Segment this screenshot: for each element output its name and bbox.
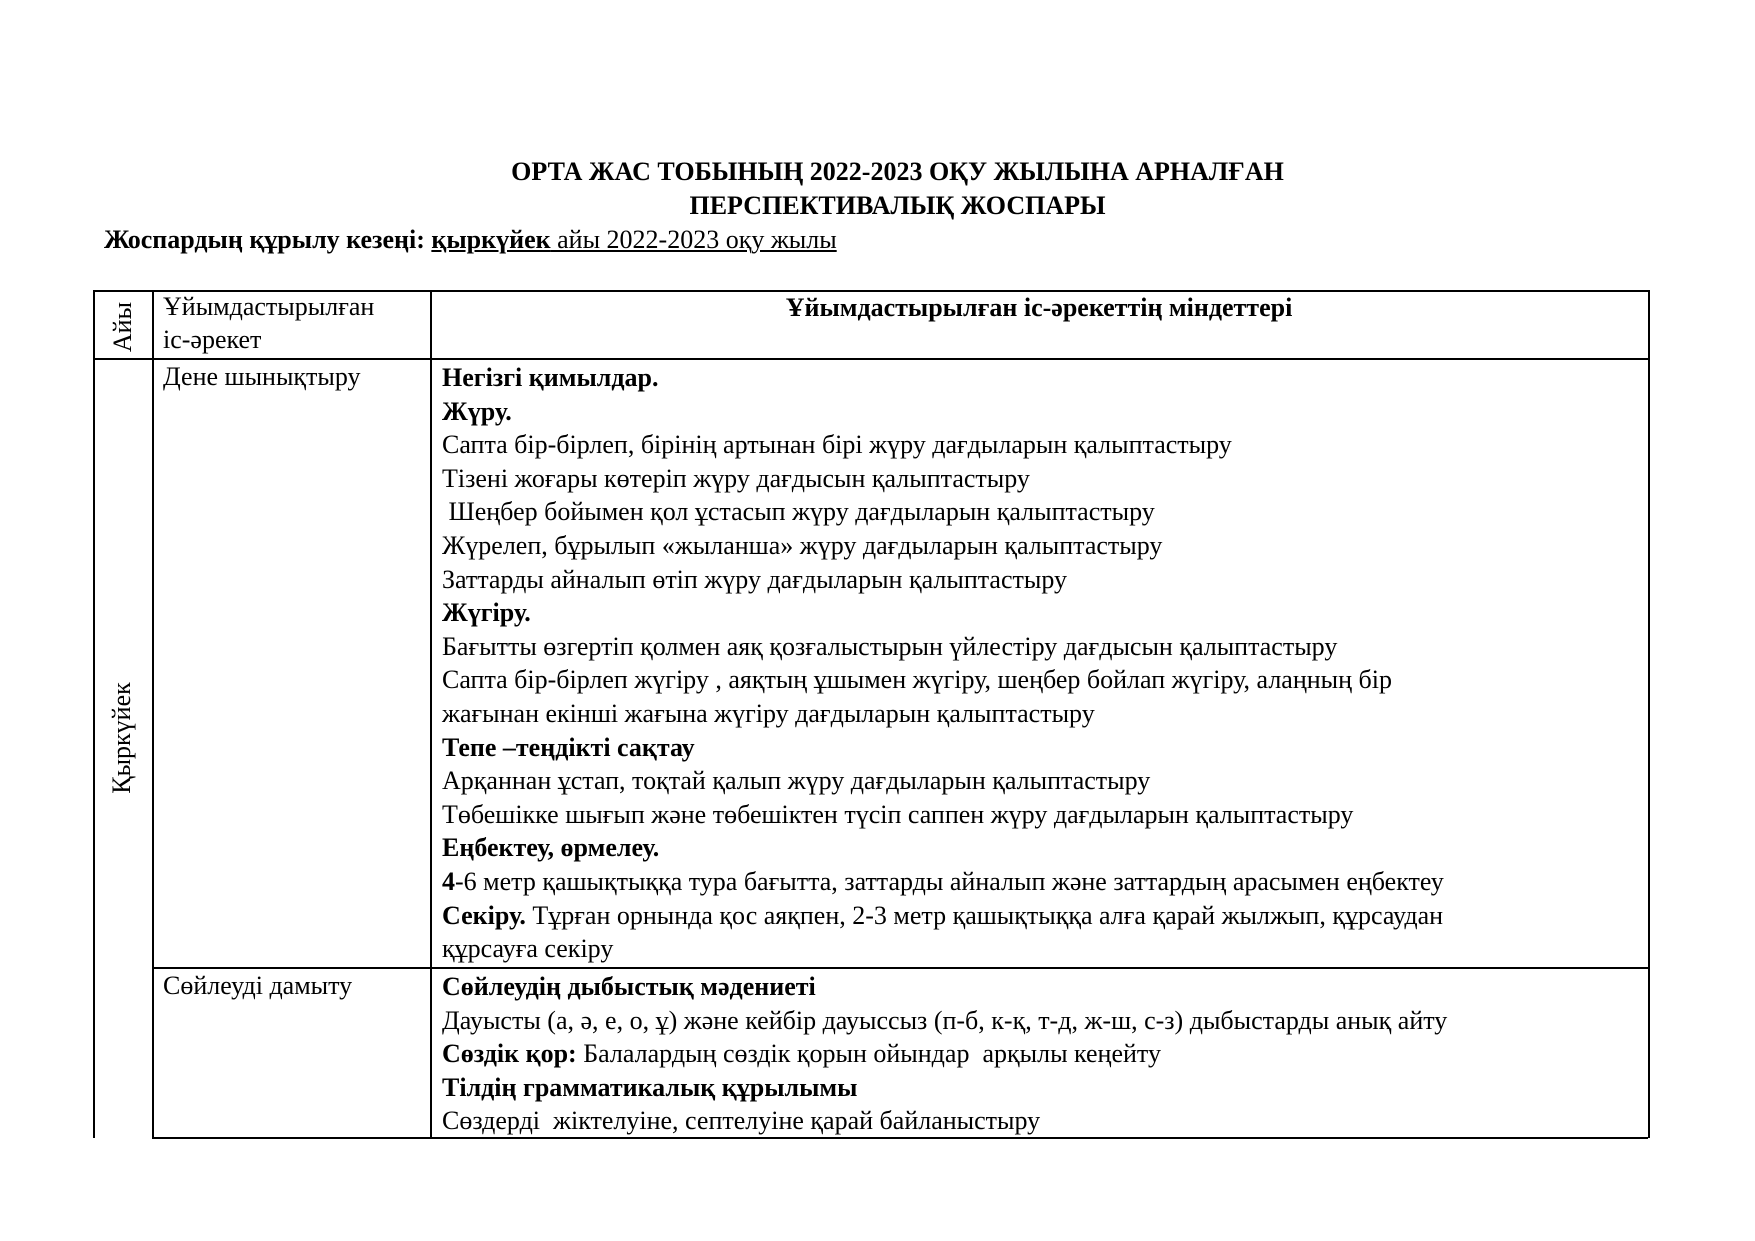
task-line bbox=[442, 563, 1444, 597]
task-line bbox=[442, 731, 1444, 765]
task-line bbox=[442, 798, 1444, 832]
task-line-text: жағынан екінші жағына жүгіру дағдыларын қалыптастыру bbox=[442, 698, 1095, 728]
task-line bbox=[442, 1004, 1447, 1038]
table-right-border bbox=[1648, 290, 1650, 1138]
task-line-bold: Еңбектеу, өрмелеу. bbox=[442, 833, 660, 863]
task-line bbox=[442, 596, 1444, 630]
header-activity-line1: Ұйымдастырылған bbox=[163, 292, 375, 321]
task-line bbox=[442, 395, 1444, 429]
task-line-bold: Секіру. bbox=[442, 900, 526, 930]
task-line-text: құрсауға секіру bbox=[442, 934, 614, 964]
plan-period-label: Жоспардың құрылу кезеңі: bbox=[104, 225, 432, 254]
task-line-bold: 4 bbox=[442, 866, 455, 896]
task-line bbox=[442, 1104, 1447, 1138]
task-line-bold: Жүру. bbox=[442, 396, 512, 426]
task-line bbox=[442, 663, 1444, 697]
task-line bbox=[442, 1071, 1447, 1105]
table-row-divider bbox=[152, 967, 1648, 969]
table-left-border bbox=[93, 290, 95, 1138]
plan-period-year: айы 2022-2023 оқу жылы bbox=[550, 225, 837, 254]
month-cell: Қыркүйек bbox=[107, 682, 136, 794]
task-line-bold: Сөйлеудің дыбыстық мәдениеті bbox=[442, 972, 816, 1001]
activity-cell: Дене шынықтыру bbox=[163, 362, 361, 391]
task-line-bold: Негізгі қимылдар. bbox=[442, 363, 659, 392]
task-line-text: Дауысты (а, ә, е, о, ұ) және кейбір дауыссыз (п-б, к-қ, т-д, ж-ш, с-з) дыбыстарды анық айту bbox=[442, 1005, 1448, 1035]
task-line bbox=[442, 899, 1444, 933]
task-line bbox=[442, 630, 1444, 664]
header-month: Айы bbox=[108, 301, 137, 353]
task-line-text: Сөздерді жіктелуіне, септелуіне қарай байланыстыру bbox=[442, 1106, 1041, 1136]
task-line-bold: Тілдің грамматикалық құрылымы bbox=[442, 1072, 858, 1102]
task-line bbox=[442, 764, 1444, 798]
header-tasks: Ұйымдастырылған іс-әрекеттің міндеттері bbox=[785, 293, 1293, 322]
task-line bbox=[442, 529, 1444, 563]
task-line-text: Төбешікке шығып және төбешіктен түсіп саппен жүру дағдыларын қалыптастыру bbox=[442, 799, 1354, 829]
task-line-bold: Тепе –теңдікті сақтау bbox=[442, 732, 695, 762]
task-line-text: Сапта бір-бірлеп, бірінің артынан бірі жүру дағдыларын қалыптастыру bbox=[442, 430, 1232, 460]
plan-period-month: қыркүйек bbox=[431, 225, 551, 254]
tasks-cell bbox=[442, 361, 1444, 966]
task-line bbox=[442, 831, 1444, 865]
tasks-cell bbox=[442, 970, 1447, 1138]
task-line bbox=[442, 970, 1447, 1004]
task-line bbox=[442, 462, 1444, 496]
task-line-bold: Жүгіру. bbox=[442, 598, 531, 628]
task-line bbox=[442, 1037, 1447, 1071]
task-line bbox=[442, 428, 1444, 462]
activity-cell: Сөйлеуді дамыту bbox=[163, 971, 353, 1000]
document-title-line2: ПЕРСПЕКТИВАЛЫҚ ЖОСПАРЫ bbox=[689, 191, 1106, 220]
task-line-text: Арқаннан ұстап, тоқтай қалып жүру дағдыларын қалыптастыру bbox=[442, 766, 1151, 796]
task-line bbox=[442, 865, 1444, 899]
task-line bbox=[442, 361, 1444, 395]
task-line-text: Сапта бір-бірлеп жүгіру , аяқтың ұшымен жүгіру, шеңбер бойлап жүгіру, алаңның бір bbox=[442, 665, 1392, 695]
table-col-divider-2 bbox=[430, 290, 432, 1138]
task-line-text: Бағытты өзгертіп қолмен аяқ қозғалыстырын үйлестіру дағдысын қалыптастыру bbox=[442, 631, 1338, 661]
task-line-text: Балалардың сөздік қорын ойындар арқылы кеңейту bbox=[576, 1039, 1161, 1069]
header-activity-line2: іс-әрекет bbox=[163, 325, 262, 354]
task-line bbox=[442, 932, 1444, 966]
table-col-divider-1 bbox=[152, 290, 154, 1138]
task-line bbox=[442, 495, 1444, 529]
task-line bbox=[442, 697, 1444, 731]
task-line-text: Тұрған орнында қос аяқпен, 2-3 метр қашықтыққа алға қарай жылжып, құрсаудан bbox=[525, 900, 1444, 930]
task-line-text: Заттарды айналып өтіп жүру дағдыларын қалыптастыру bbox=[442, 564, 1067, 594]
task-line-text: -6 метр қашықтыққа тура бағытта, заттарды айналып және заттардың арасымен еңбектеу bbox=[455, 866, 1444, 896]
task-line-text: Тізені жоғары көтеріп жүру дағдысын қалыптастыру bbox=[442, 463, 1030, 493]
task-line-text: Шеңбер бойымен қол ұстасып жүру дағдыларын қалыптастыру bbox=[442, 497, 1155, 527]
task-line-text: Жүрелеп, бұрылып «жыланша» жүру дағдыларын қалыптастыру bbox=[442, 530, 1163, 560]
task-line-bold: Сөздік қор: bbox=[442, 1039, 577, 1069]
document-title-line1: ОРТА ЖАС ТОБЫНЫҢ 2022-2023 ОҚУ ЖЫЛЫНА АРНАЛҒАН bbox=[511, 157, 1284, 186]
